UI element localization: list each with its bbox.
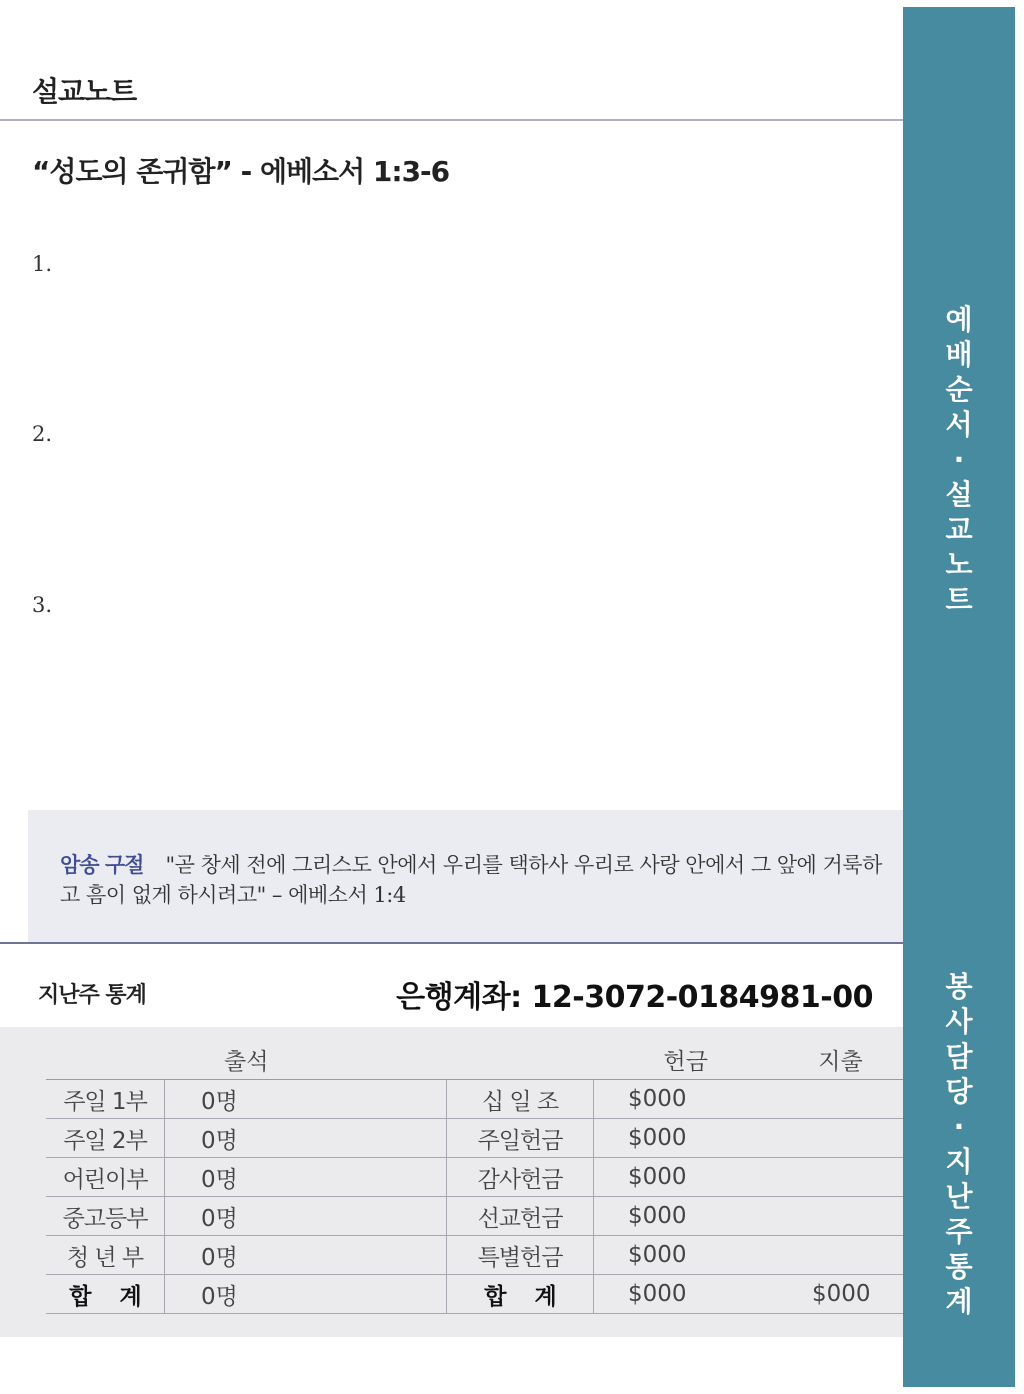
note-point-2: 2. <box>32 422 53 446</box>
attendance-header: 출석 <box>46 1039 447 1080</box>
side-char: 예 <box>945 303 973 336</box>
attendance-count: 0명 <box>165 1080 447 1119</box>
side-tab-label-top <box>903 302 1015 617</box>
stats-header-row <box>46 1039 903 1080</box>
total-label: 합 계 <box>46 1275 165 1314</box>
expense-amount <box>778 1080 903 1119</box>
memory-verse <box>60 850 890 910</box>
table-row <box>46 1197 903 1236</box>
side-char: 난 <box>945 1180 973 1213</box>
side-char: 서 <box>945 408 973 441</box>
expense-header: 지출 <box>778 1039 903 1080</box>
side-char: 봉 <box>945 970 973 1003</box>
table-row <box>46 1080 903 1119</box>
side-char: 설 <box>945 478 973 511</box>
expense-total: $000 <box>778 1275 903 1314</box>
expense-amount <box>778 1236 903 1275</box>
expense-amount <box>778 1119 903 1158</box>
attendance-count: 0명 <box>165 1236 447 1275</box>
table-row <box>46 1119 903 1158</box>
cash-header: 헌금 <box>594 1039 779 1080</box>
attendance-total: 0명 <box>165 1275 447 1314</box>
memory-verse-box <box>28 810 903 942</box>
side-char: · <box>953 443 965 476</box>
section-divider <box>0 942 903 944</box>
dept-label: 어린이부 <box>46 1158 165 1197</box>
memory-verse-label: 암송 구절 <box>60 853 144 877</box>
side-char: · <box>953 1110 965 1143</box>
offering-total-label: 합 계 <box>447 1275 594 1314</box>
note-point-1: 1. <box>32 252 53 276</box>
cash-amount: $000 <box>594 1197 779 1236</box>
side-tab-label-bottom <box>903 969 1015 1319</box>
dept-label: 주일 1부 <box>46 1080 165 1119</box>
bank-account: 은행계좌: 12-3072-0184981-00 <box>396 980 873 1015</box>
stats-table <box>46 1039 903 1314</box>
side-char: 당 <box>945 1075 973 1108</box>
cash-amount: $000 <box>594 1080 779 1119</box>
memory-verse-text: "곧 창세 전에 그리스도 안에서 우리를 택하사 우리로 사랑 안에서 그 앞에 거룩하고 흠이 없게 하시려고" – 에베소서 1:4 <box>60 853 882 907</box>
dept-label: 청 년 부 <box>46 1236 165 1275</box>
expense-amount <box>778 1197 903 1236</box>
dept-label: 주일 2부 <box>46 1119 165 1158</box>
table-row <box>46 1236 903 1275</box>
cash-amount: $000 <box>594 1158 779 1197</box>
header-divider <box>0 119 903 121</box>
section-title: 설교노트 <box>32 75 137 108</box>
side-char: 지 <box>945 1145 973 1178</box>
side-char: 교 <box>945 513 973 546</box>
stats-title: 지난주 통계 <box>38 983 146 1008</box>
side-char: 통 <box>945 1250 973 1283</box>
side-char: 배 <box>945 338 973 371</box>
side-char: 주 <box>945 1215 973 1248</box>
side-char: 담 <box>945 1040 973 1073</box>
offering-type: 특별헌금 <box>447 1236 594 1275</box>
expense-amount <box>778 1158 903 1197</box>
cash-amount: $000 <box>594 1236 779 1275</box>
side-char: 노 <box>945 548 973 581</box>
attendance-count: 0명 <box>165 1158 447 1197</box>
table-total-row <box>46 1275 903 1314</box>
offering-type: 선교헌금 <box>447 1197 594 1236</box>
table-row <box>46 1158 903 1197</box>
dept-label: 중고등부 <box>46 1197 165 1236</box>
side-char: 트 <box>945 583 973 616</box>
sermon-title: “성도의 존귀함” - 에베소서 1:3-6 <box>32 155 450 188</box>
attendance-count: 0명 <box>165 1119 447 1158</box>
attendance-count: 0명 <box>165 1197 447 1236</box>
side-char: 순 <box>945 373 973 406</box>
side-tab <box>903 7 1015 1387</box>
offering-header <box>447 1039 594 1080</box>
side-char: 계 <box>945 1285 973 1318</box>
offering-type: 감사헌금 <box>447 1158 594 1197</box>
offering-type: 주일헌금 <box>447 1119 594 1158</box>
side-char: 사 <box>945 1005 973 1038</box>
offering-type: 십 일 조 <box>447 1080 594 1119</box>
cash-total: $000 <box>594 1275 779 1314</box>
cash-amount: $000 <box>594 1119 779 1158</box>
note-point-3: 3. <box>32 593 53 617</box>
